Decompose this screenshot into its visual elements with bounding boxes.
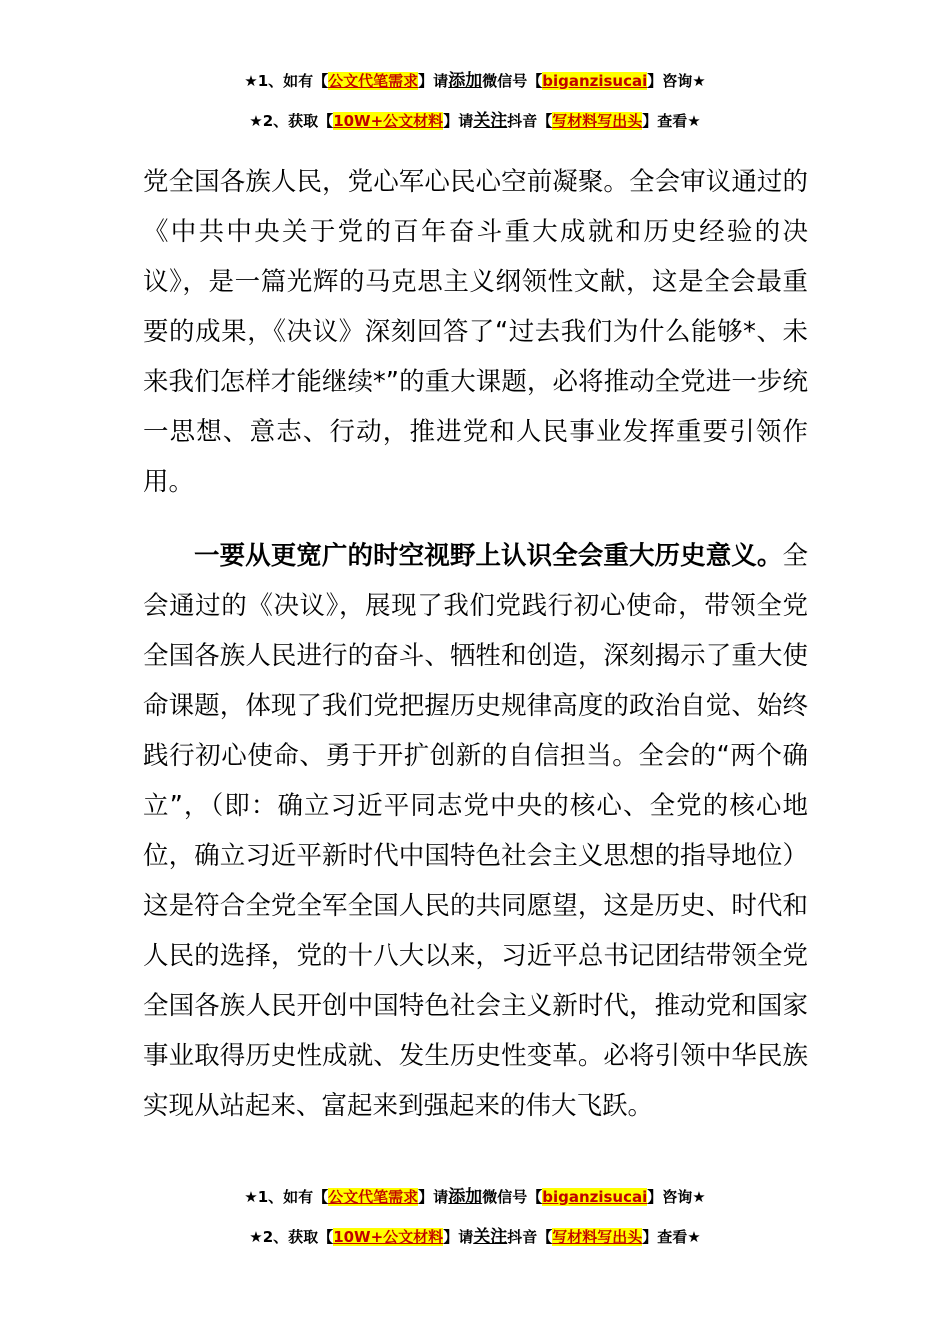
paragraph-2 (143, 531, 808, 1131)
banner-text: 】请 (443, 1228, 474, 1246)
banner-prefix: ★1、如有【 (244, 72, 329, 90)
banner-prefix: ★2、获取【 (249, 112, 334, 130)
bottom-banner-line-1 (0, 1186, 950, 1208)
top-banner-line-1 (0, 70, 950, 92)
banner-emphasis: 关注 (473, 1227, 508, 1247)
banner-highlight-materials: 10W+公文材料 (333, 112, 444, 130)
bottom-banner-line-2 (0, 1226, 950, 1248)
document-body (143, 157, 808, 1131)
banner-suffix: 】咨询★ (647, 72, 706, 90)
banner-prefix: ★2、获取【 (249, 1228, 334, 1246)
banner-highlight-douyin: 写材料写出头 (552, 112, 643, 130)
banner-suffix: 】查看★ (642, 1228, 701, 1246)
section-heading: 一要从更宽广的时空视野上认识全会重大历史意义。 (194, 541, 783, 571)
banner-highlight-wechat-id: biganzisucai (542, 72, 648, 90)
banner-text: 抖音【 (507, 1228, 553, 1246)
banner-text: 抖音【 (507, 112, 553, 130)
banner-text: 】请 (418, 72, 449, 90)
banner-text: 微信号【 (482, 1188, 543, 1206)
banner-text: 微信号【 (482, 72, 543, 90)
banner-highlight-materials: 10W+公文材料 (333, 1228, 444, 1246)
paragraph-1: 党全国各族人民，党心军心民心空前凝聚。全会审议通过的《中共中央关于党的百年奋斗重大成就和历史经验的决议》，是一篇光辉的马克思主义纲领性文献，这是全会最重要的成果，《决议》深刻回答了“过去我们为什么能够*、未来我们怎样才能继续*”的重大课题，必将推动全党进一步统一思想、意志、行动，推进党和人民事业发挥重要引领作用。 (143, 167, 808, 497)
banner-highlight-service: 公文代笔需求 (328, 72, 419, 90)
banner-highlight-douyin: 写材料写出头 (552, 1228, 643, 1246)
banner-suffix: 】查看★ (642, 112, 701, 130)
banner-emphasis: 添加 (448, 71, 483, 91)
banner-emphasis: 添加 (448, 1187, 483, 1207)
banner-highlight-wechat-id: biganzisucai (542, 1188, 648, 1206)
banner-text: 】请 (418, 1188, 449, 1206)
banner-suffix: 】咨询★ (647, 1188, 706, 1206)
banner-prefix: ★1、如有【 (244, 1188, 329, 1206)
top-banner-line-2 (0, 110, 950, 132)
banner-text: 】请 (443, 112, 474, 130)
banner-highlight-service: 公文代笔需求 (328, 1188, 419, 1206)
paragraph-2-text: 全会通过的《决议》，展现了我们党践行初心使命，带领全党全国各族人民进行的奋斗、牺牲和创造，深刻揭示了重大使命课题，体现了我们党把握历史规律高度的政治自觉、始终践行初心使命、勇于开扩创新的自信担当。全会的“两个确立”，（即：确立习近平同志党中央的核心、全党的核心地位，确立习近平新时代中国特色社会主义思想的指导地位）这是符合全党全军全国人民的共同愿望，这是历史、时代和人民的选择，党的十八大以来，习近平总书记团结带领全党全国各族人民开创中国特色社会主义新时代，推动党和国家事业取得历史性成就、发生历史性变革。必将引领中华民族实现从站起来、富起来到强起来的伟大飞跃。 (143, 541, 808, 1121)
banner-emphasis: 关注 (473, 111, 508, 131)
